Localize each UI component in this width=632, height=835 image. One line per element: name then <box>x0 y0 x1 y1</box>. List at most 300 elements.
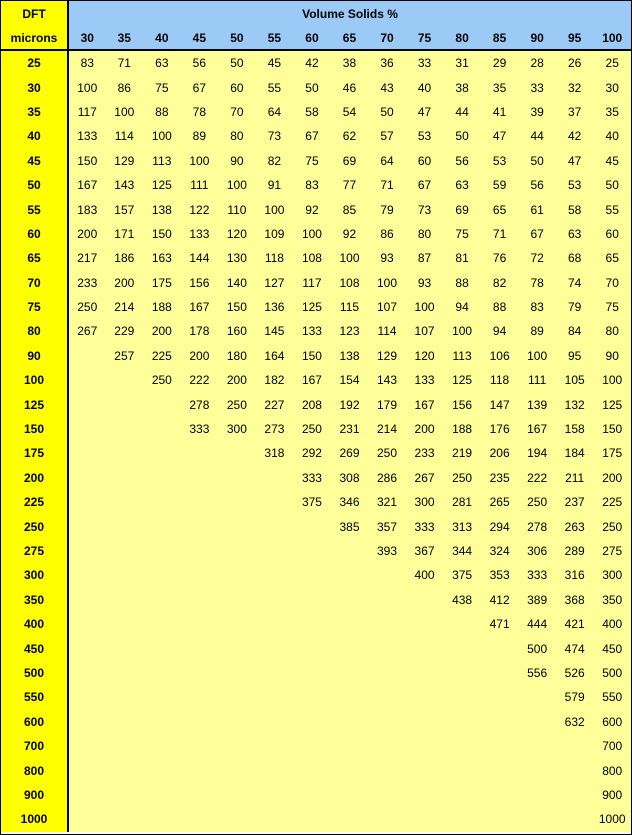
table-cell <box>181 612 219 636</box>
table-row <box>1 685 631 709</box>
table-cell <box>331 636 369 660</box>
table-cell: 71 <box>368 173 406 197</box>
table-cell: 164 <box>256 344 294 368</box>
table-cell: 127 <box>256 271 294 295</box>
table-cell <box>143 758 181 782</box>
table-cell: 229 <box>106 319 144 343</box>
table-cell: 60 <box>218 75 256 99</box>
table-row <box>1 417 631 441</box>
table-cell: 53 <box>481 149 519 173</box>
dft-row-label: 55 <box>1 197 68 221</box>
table-cell: 100 <box>181 149 219 173</box>
table-cell <box>218 466 256 490</box>
table-cell: 180 <box>218 344 256 368</box>
table-cell <box>106 417 144 441</box>
table-cell: 138 <box>143 197 181 221</box>
table-cell <box>143 441 181 465</box>
table-cell: 450 <box>593 636 631 660</box>
table-cell: 357 <box>368 514 406 538</box>
table-cell: 63 <box>556 222 594 246</box>
column-header-vs: 50 <box>218 27 256 50</box>
table-cell: 36 <box>368 50 406 75</box>
table-cell <box>406 636 444 660</box>
table-cell: 35 <box>593 100 631 124</box>
table-cell: 113 <box>143 149 181 173</box>
dft-header: DFT <box>1 1 68 27</box>
table-cell: 393 <box>368 539 406 563</box>
table-cell <box>181 539 219 563</box>
table-cell: 179 <box>368 392 406 416</box>
table-cell: 41 <box>481 100 519 124</box>
dft-row-label: 350 <box>1 588 68 612</box>
table-cell: 114 <box>106 124 144 148</box>
table-row <box>1 344 631 368</box>
column-header-vs: 75 <box>406 27 444 50</box>
table-cell: 75 <box>143 75 181 99</box>
table-cell <box>406 661 444 685</box>
table-cell <box>293 807 331 831</box>
table-cell: 375 <box>293 490 331 514</box>
table-cell: 100 <box>368 271 406 295</box>
table-cell: 550 <box>593 685 631 709</box>
table-cell <box>368 563 406 587</box>
table-cell: 79 <box>556 295 594 319</box>
table-cell: 167 <box>293 368 331 392</box>
dft-row-label: 50 <box>1 173 68 197</box>
table-cell: 200 <box>143 319 181 343</box>
table-cell: 278 <box>518 514 556 538</box>
table-cell: 122 <box>181 197 219 221</box>
table-cell <box>368 612 406 636</box>
table-cell: 300 <box>406 490 444 514</box>
table-cell: 65 <box>481 197 519 221</box>
table-cell: 80 <box>406 222 444 246</box>
table-row <box>1 612 631 636</box>
table-cell <box>293 758 331 782</box>
dft-row-label: 35 <box>1 100 68 124</box>
table-cell <box>293 539 331 563</box>
table-cell: 118 <box>256 246 294 270</box>
table-cell: 73 <box>406 197 444 221</box>
table-cell <box>106 758 144 782</box>
table-cell <box>181 441 219 465</box>
table-cell: 62 <box>331 124 369 148</box>
dft-row-label: 275 <box>1 539 68 563</box>
table-cell: 200 <box>106 271 144 295</box>
table-cell: 438 <box>443 588 481 612</box>
table-cell <box>368 636 406 660</box>
table-cell <box>481 807 519 831</box>
table-cell: 65 <box>593 246 631 270</box>
table-cell: 89 <box>518 319 556 343</box>
table-cell <box>68 734 106 758</box>
table-cell: 30 <box>593 75 631 99</box>
table-cell <box>218 685 256 709</box>
table-cell <box>218 588 256 612</box>
table-cell: 106 <box>481 344 519 368</box>
table-cell: 250 <box>593 514 631 538</box>
table-row <box>1 441 631 465</box>
table-cell: 57 <box>368 124 406 148</box>
table-cell: 95 <box>556 344 594 368</box>
table-row <box>1 392 631 416</box>
table-cell: 188 <box>143 295 181 319</box>
table-cell: 257 <box>106 344 144 368</box>
table-cell: 333 <box>518 563 556 587</box>
table-cell <box>106 588 144 612</box>
table-row <box>1 100 631 124</box>
table-row <box>1 246 631 270</box>
table-cell: 107 <box>368 295 406 319</box>
table-cell: 182 <box>256 368 294 392</box>
table-cell <box>331 758 369 782</box>
table-cell: 93 <box>368 246 406 270</box>
table-cell: 150 <box>68 149 106 173</box>
table-cell <box>218 734 256 758</box>
table-cell: 67 <box>518 222 556 246</box>
table-cell: 100 <box>406 295 444 319</box>
table-cell <box>143 661 181 685</box>
table-row <box>1 734 631 758</box>
table-cell: 82 <box>256 149 294 173</box>
table-cell <box>68 466 106 490</box>
table-cell: 110 <box>218 197 256 221</box>
dft-row-label: 25 <box>1 50 68 75</box>
table-cell <box>143 734 181 758</box>
table-cell: 275 <box>593 539 631 563</box>
table-cell: 111 <box>518 368 556 392</box>
table-cell: 56 <box>181 50 219 75</box>
table-row <box>1 539 631 563</box>
table-cell: 113 <box>443 344 481 368</box>
table-cell: 93 <box>406 271 444 295</box>
table-cell: 92 <box>331 222 369 246</box>
column-header-vs: 80 <box>443 27 481 50</box>
table-cell <box>331 612 369 636</box>
table-cell: 300 <box>218 417 256 441</box>
table-cell <box>106 563 144 587</box>
table-cell: 60 <box>406 149 444 173</box>
table-cell: 375 <box>443 563 481 587</box>
table-cell: 105 <box>556 368 594 392</box>
dft-row-label: 900 <box>1 783 68 807</box>
column-header-vs: 100 <box>593 27 631 50</box>
column-header-vs: 70 <box>368 27 406 50</box>
table-cell: 158 <box>556 417 594 441</box>
table-cell <box>256 710 294 734</box>
table-cell: 300 <box>593 563 631 587</box>
table-cell: 38 <box>443 75 481 99</box>
table-cell <box>293 710 331 734</box>
table-cell: 474 <box>556 636 594 660</box>
table-cell <box>331 710 369 734</box>
table-cell <box>443 661 481 685</box>
table-cell: 78 <box>518 271 556 295</box>
table-cell: 273 <box>256 417 294 441</box>
table-cell <box>143 685 181 709</box>
table-cell <box>331 685 369 709</box>
table-cell: 231 <box>331 417 369 441</box>
table-cell <box>181 466 219 490</box>
column-header-vs: 45 <box>181 27 219 50</box>
table-cell <box>518 734 556 758</box>
table-cell: 120 <box>406 344 444 368</box>
table-cell <box>481 685 519 709</box>
table-cell: 269 <box>331 441 369 465</box>
table-cell <box>368 734 406 758</box>
table-row <box>1 368 631 392</box>
table-cell: 346 <box>331 490 369 514</box>
table-cell: 108 <box>293 246 331 270</box>
table-cell: 63 <box>143 50 181 75</box>
table-cell <box>293 563 331 587</box>
table-cell: 42 <box>556 124 594 148</box>
table-cell: 308 <box>331 466 369 490</box>
table-cell <box>331 563 369 587</box>
table-cell: 67 <box>181 75 219 99</box>
dft-row-label: 1000 <box>1 807 68 831</box>
table-cell: 38 <box>331 50 369 75</box>
dft-row-label: 800 <box>1 758 68 782</box>
table-cell <box>218 490 256 514</box>
table-cell: 118 <box>481 368 519 392</box>
table-cell <box>331 783 369 807</box>
table-cell: 88 <box>143 100 181 124</box>
dft-row-label: 75 <box>1 295 68 319</box>
table-cell: 39 <box>518 100 556 124</box>
table-cell: 100 <box>331 246 369 270</box>
table-cell <box>256 490 294 514</box>
table-cell: 289 <box>556 539 594 563</box>
table-cell <box>68 710 106 734</box>
table-row <box>1 563 631 587</box>
table-cell <box>68 392 106 416</box>
table-cell <box>143 807 181 831</box>
table-cell: 579 <box>556 685 594 709</box>
table-cell: 316 <box>556 563 594 587</box>
dft-row-label: 65 <box>1 246 68 270</box>
table-cell: 176 <box>481 417 519 441</box>
table-cell <box>368 661 406 685</box>
table-cell: 250 <box>518 490 556 514</box>
table-cell <box>256 661 294 685</box>
dft-row-label: 70 <box>1 271 68 295</box>
table-cell: 108 <box>331 271 369 295</box>
table-cell <box>256 636 294 660</box>
table-cell: 294 <box>481 514 519 538</box>
table-cell: 107 <box>406 319 444 343</box>
table-cell <box>143 392 181 416</box>
table-cell: 70 <box>593 271 631 295</box>
table-cell: 80 <box>218 124 256 148</box>
dft-row-label: 600 <box>1 710 68 734</box>
table-cell: 83 <box>518 295 556 319</box>
table-cell <box>143 466 181 490</box>
table-cell: 184 <box>556 441 594 465</box>
table-cell: 344 <box>443 539 481 563</box>
table-cell: 100 <box>143 124 181 148</box>
table-cell <box>218 636 256 660</box>
column-header-vs: 40 <box>143 27 181 50</box>
table-cell: 83 <box>293 173 331 197</box>
table-cell: 31 <box>443 50 481 75</box>
table-cell: 117 <box>68 100 106 124</box>
table-cell: 73 <box>256 124 294 148</box>
table-cell: 120 <box>218 222 256 246</box>
table-cell: 175 <box>593 441 631 465</box>
column-header-vs: 95 <box>556 27 594 50</box>
table-row <box>1 783 631 807</box>
table-cell: 56 <box>443 149 481 173</box>
table-cell: 33 <box>406 50 444 75</box>
table-cell: 368 <box>556 588 594 612</box>
table-cell: 129 <box>368 344 406 368</box>
table-cell: 53 <box>406 124 444 148</box>
dft-row-label: 400 <box>1 612 68 636</box>
table-cell: 33 <box>518 75 556 99</box>
table-cell: 222 <box>518 466 556 490</box>
table-cell <box>443 710 481 734</box>
table-cell: 125 <box>443 368 481 392</box>
table-cell: 64 <box>256 100 294 124</box>
table-cell <box>181 514 219 538</box>
table-cell: 292 <box>293 441 331 465</box>
table-cell: 46 <box>331 75 369 99</box>
table-cell <box>293 685 331 709</box>
table-cell: 211 <box>556 466 594 490</box>
table-cell: 412 <box>481 588 519 612</box>
dft-row-label: 80 <box>1 319 68 343</box>
table-row <box>1 50 631 75</box>
dft-row-label: 60 <box>1 222 68 246</box>
table-cell: 194 <box>518 441 556 465</box>
table-cell: 145 <box>256 319 294 343</box>
table-cell <box>293 636 331 660</box>
table-cell: 35 <box>481 75 519 99</box>
table-cell: 84 <box>556 319 594 343</box>
table-cell: 281 <box>443 490 481 514</box>
table-cell <box>143 783 181 807</box>
table-cell: 200 <box>406 417 444 441</box>
table-cell <box>68 661 106 685</box>
table-cell: 109 <box>256 222 294 246</box>
table-cell: 77 <box>331 173 369 197</box>
table-cell: 29 <box>481 50 519 75</box>
table-cell <box>368 710 406 734</box>
table-cell: 186 <box>106 246 144 270</box>
table-cell <box>406 685 444 709</box>
dft-row-label: 125 <box>1 392 68 416</box>
table-row <box>1 173 631 197</box>
table-cell <box>68 563 106 587</box>
table-cell: 130 <box>218 246 256 270</box>
table-cell <box>143 612 181 636</box>
table-cell: 237 <box>556 490 594 514</box>
table-cell <box>368 685 406 709</box>
table-cell: 50 <box>368 100 406 124</box>
table-cell <box>406 807 444 831</box>
table-cell: 250 <box>218 392 256 416</box>
table-cell: 1000 <box>593 807 631 831</box>
table-cell <box>181 563 219 587</box>
table-cell: 133 <box>181 222 219 246</box>
table-cell <box>406 734 444 758</box>
table-cell: 91 <box>256 173 294 197</box>
table-cell: 200 <box>593 466 631 490</box>
table-cell: 80 <box>593 319 631 343</box>
table-cell: 40 <box>406 75 444 99</box>
table-cell: 367 <box>406 539 444 563</box>
table-cell: 140 <box>218 271 256 295</box>
table-cell <box>256 563 294 587</box>
table-cell: 400 <box>406 563 444 587</box>
table-cell <box>181 758 219 782</box>
column-header-vs: 85 <box>481 27 519 50</box>
table-cell: 59 <box>481 173 519 197</box>
table-cell: 37 <box>556 100 594 124</box>
table-cell: 321 <box>368 490 406 514</box>
dft-row-label: 90 <box>1 344 68 368</box>
table-cell <box>518 807 556 831</box>
header-row-columns <box>1 27 631 50</box>
table-cell: 58 <box>556 197 594 221</box>
table-cell <box>181 490 219 514</box>
table-cell: 100 <box>293 222 331 246</box>
table-cell: 400 <box>593 612 631 636</box>
table-cell: 50 <box>593 173 631 197</box>
table-cell: 129 <box>106 149 144 173</box>
table-cell <box>68 368 106 392</box>
table-cell <box>481 734 519 758</box>
table-cell <box>556 758 594 782</box>
table-cell: 133 <box>406 368 444 392</box>
table-cell: 75 <box>293 149 331 173</box>
table-cell <box>293 588 331 612</box>
table-cell <box>443 807 481 831</box>
table-cell: 333 <box>406 514 444 538</box>
table-cell <box>218 807 256 831</box>
table-cell: 227 <box>256 392 294 416</box>
table-cell: 88 <box>481 295 519 319</box>
table-cell: 188 <box>443 417 481 441</box>
table-cell: 88 <box>443 271 481 295</box>
table-cell <box>218 758 256 782</box>
table-cell: 235 <box>481 466 519 490</box>
table-cell <box>106 807 144 831</box>
header-row-title <box>1 1 631 27</box>
table-cell: 160 <box>218 319 256 343</box>
table-cell <box>218 514 256 538</box>
table-cell <box>68 539 106 563</box>
table-cell <box>68 344 106 368</box>
table-cell: 167 <box>518 417 556 441</box>
table-cell: 125 <box>143 173 181 197</box>
table-cell: 83 <box>68 50 106 75</box>
table-cell <box>181 807 219 831</box>
table-cell: 63 <box>443 173 481 197</box>
dft-row-label: 100 <box>1 368 68 392</box>
table-cell <box>256 685 294 709</box>
table-cell: 47 <box>406 100 444 124</box>
table-cell <box>256 539 294 563</box>
table-cell <box>143 588 181 612</box>
table-cell <box>406 588 444 612</box>
table-row <box>1 124 631 148</box>
table-cell: 50 <box>518 149 556 173</box>
table-cell <box>68 807 106 831</box>
table-cell <box>68 490 106 514</box>
table-cell <box>181 661 219 685</box>
